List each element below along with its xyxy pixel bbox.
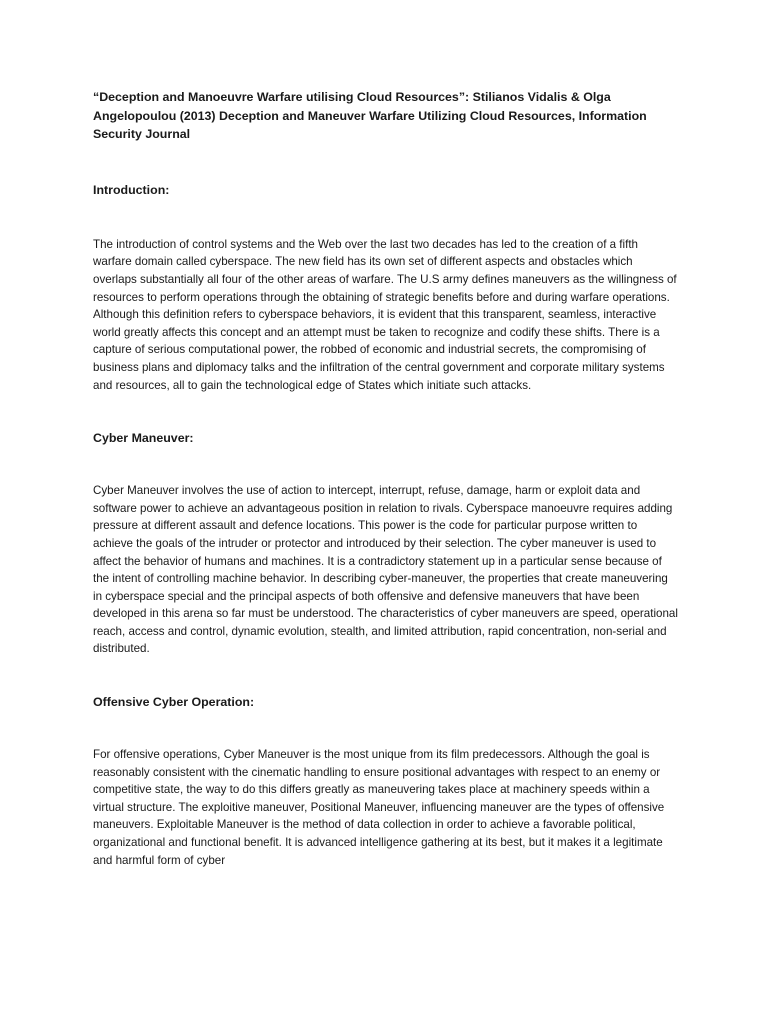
document-title: “Deception and Manoeuvre Warfare utilising Cloud Resources”: Stilianos Vidalis & Olga Angelopoulou (2013) Deception and Maneuver Warfare Utilizing Cloud Resources, Information Security Journal — [93, 90, 647, 142]
section-paragraph-introduction: The introduction of control systems and the Web over the last two decades has led to the creation of a fifth warfare domain called cyberspace. The new field has its own set of different aspects and obstacles which overlaps substantially all four of the other areas of warfare. The U.S army defines maneuvers as the willingness of resources to perform operations through the obtaining of strategic benefits before and during warfare operations. Although this definition refers to cyberspace behaviors, it is evident that this transparent, seamless, interactive world greatly affects this concept and an attempt must be taken to recognize and codify these shifts. There is a capture of serious computational power, the robbed of economic and industrial secrets, the compromising of business plans and diplomacy talks and the infiltration of the central government and corporate military systems and resources, all to gain the technological edge of States which initiate such attacks. — [93, 237, 677, 392]
document-body — [93, 88, 678, 869]
section-paragraph-cyber-maneuver: Cyber Maneuver involves the use of action to intercept, interrupt, refuse, damage, harm or exploit data and software power to achieve an advantageous position in relation to rivals. Cyberspace manoeuvre requires adding pressure at different assault and defence locations. This power is the code for particular purpose written to achieve the goals of the intruder or protector and introduced by their selection. The cyber maneuver is used to affect the behavior of humans and machines. It is a contradictory statement up in a particular sense because of the intent of controlling machine behavior. In describing cyber-maneuver, the properties that create maneuvering in cyberspace special and the principal aspects of both offensive and defensive maneuvers that have been developed in this arena so far must be understood. The characteristics of cyber maneuvers are speed, operational reach, access and control, dynamic evolution, stealth, and limited attribution, rapid concentration, non-serial and distributed. — [93, 484, 678, 656]
section-heading-cyber-maneuver: Cyber Maneuver: — [93, 431, 194, 446]
section-heading-introduction: Introduction: — [93, 182, 170, 197]
section-paragraph-offensive-cyber-operation: For offensive operations, Cyber Maneuver is the most unique from its film predecessors. Although the goal is reasonably consistent with the cinematic handling to ensure positional advantages with respect to an enemy or competitive state, the way to do this differs greatly as maneuvering takes place at machinery speeds within a virtual structure. The exploitive maneuver, Positional Maneuver, influencing maneuver are the types of offensive maneuvers. Exploitable Maneuver is the method of data collection in order to achieve a favorable political, organizational and functional benefit. It is advanced intelligence gathering at its best, but it makes it a legitimate and harmful form of cyber — [93, 748, 665, 867]
section-heading-offensive-cyber-operation: Offensive Cyber Operation: — [93, 695, 255, 710]
